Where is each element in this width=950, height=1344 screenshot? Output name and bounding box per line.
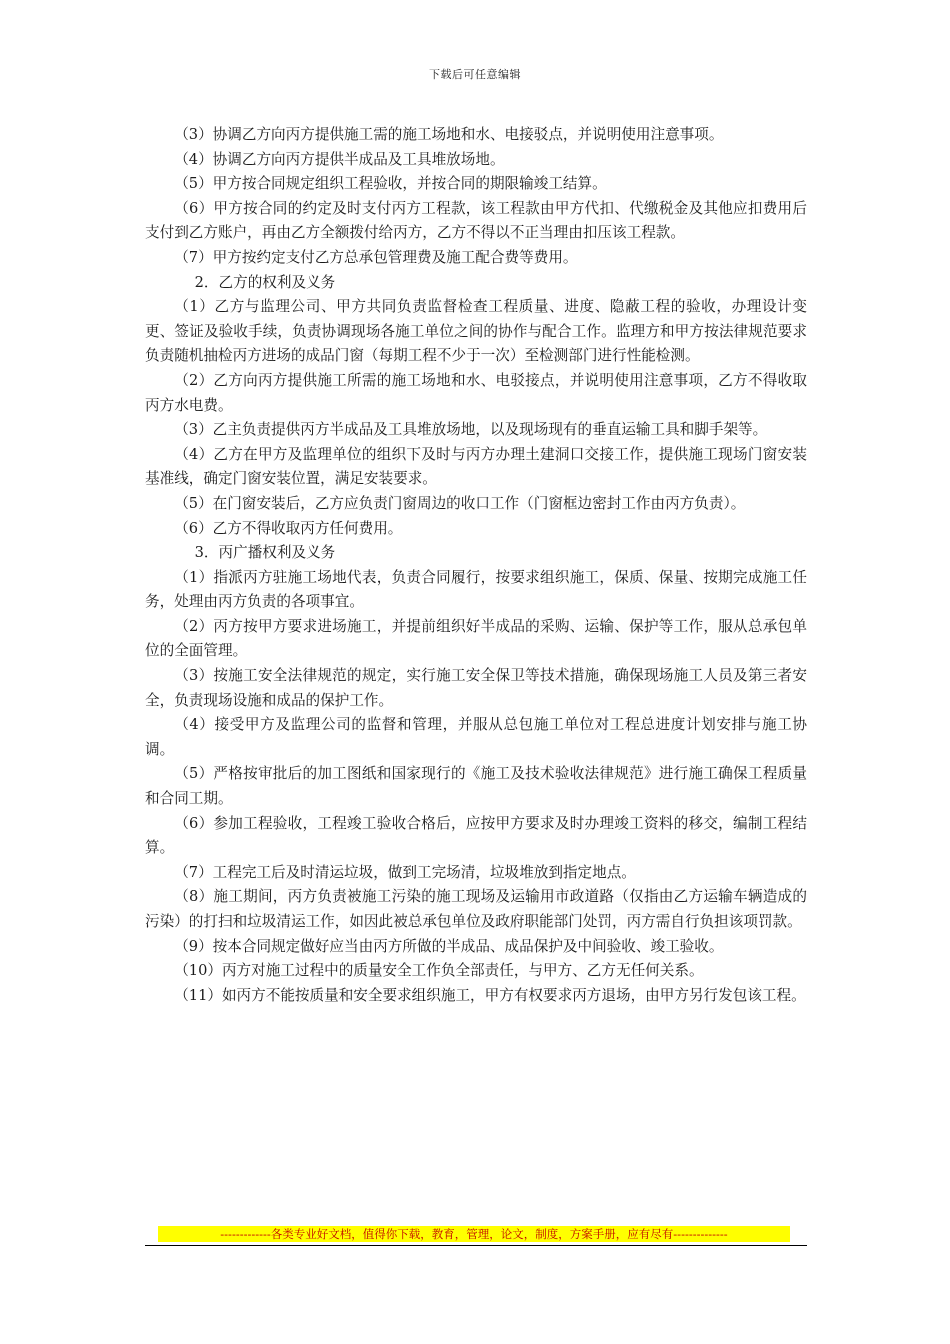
page-header: 下载后可任意编辑 xyxy=(429,68,521,81)
paragraph-jia-6: （6）甲方按合同的约定及时支付丙方工程款，该工程款由甲方代扣、代缴税金及其他应扣费用后支付到乙方账户，再由乙方全额拨付给丙方，乙方不得以不正当理由扣压该工程款。 xyxy=(145,199,807,242)
paragraph-bing-3: （3）按施工安全法律规范的规定，实行施工安全保卫等技术措施，确保现场施工人员及第三者安全，负责现场设施和成品的保护工作。 xyxy=(145,667,807,709)
footer-divider xyxy=(145,1245,807,1246)
paragraph-yi-3: （3）乙主负责提供丙方半成品及工具堆放场地，以及现场现有的垂直运输工具和脚手架等。 xyxy=(174,421,768,439)
paragraph-bing-11: （11）如丙方不能按质量和安全要求组织施工，甲方有权要求丙方退场，由甲方另行发包该工程。 xyxy=(174,986,806,1004)
section-heading-yi: 2．乙方的权利及义务 xyxy=(194,273,336,291)
paragraph-bing-9: （9）按本合同规定做好应当由丙方所做的半成品、成品保护及中间验收、竣工验收。 xyxy=(174,937,724,955)
paragraph-bing-1: （1）指派丙方驻施工场地代表，负责合同履行，按要求组织施工，保质、保量、按期完成施工任务，处理由丙方负责的各项事宜。 xyxy=(145,568,807,611)
paragraph-jia-3: （3）协调乙方向丙方提供施工需的施工场地和水、电接驳点，并说明使用注意事项。 xyxy=(174,126,724,143)
paragraph-jia-4: （4）协调乙方向丙方提供半成品及工具堆放场地。 xyxy=(174,150,505,168)
paragraph-yi-1: （1）乙方与监理公司、甲方共同负责监督检查工程质量、进度、隐蔽工程的验收，办理设计变更、签证及验收手续，负责协调现场各施工单位之间的协作与配合工作。监理方和甲方按法律规范要求负责随机抽检丙方进场的成品门窗（每期工程不少于一次）至检测部门进行性能检测。 xyxy=(145,298,807,365)
paragraph-bing-2: （2）丙方按甲方要求进场施工，并提前组织好半成品的采购、运输、保护等工作，服从总承包单位的全面管理。 xyxy=(145,617,807,660)
section-heading-bing: 3．丙广播权利及义务 xyxy=(194,544,336,562)
footer-banner: -------------各类专业好文档，值得你下载，教育，管理，论文，制度，方案手册，应有尽有-------------- xyxy=(158,1226,790,1242)
paragraph-yi-2: （2）乙方向丙方提供施工所需的施工场地和水、电驳接点，并说明使用注意事项，乙方不得收取丙方水电费。 xyxy=(145,371,807,414)
paragraph-bing-8: （8）施工期间，丙方负责被施工污染的施工现场及运输用市政道路（仅指由乙方运输车辆造成的污染）的打扫和垃圾清运工作，如因此被总承包单位及政府职能部门处罚，丙方需自行负担该项罚款。 xyxy=(145,888,807,930)
paragraph-bing-6: （6）参加工程验收，工程竣工验收合格后，应按甲方要求及时办理竣工资料的移交，编制工程结算。 xyxy=(145,814,807,857)
paragraph-jia-7: （7）甲方按约定支付乙方总承包管理费及施工配合费等费用。 xyxy=(174,248,578,266)
paragraph-bing-10: （10）丙方对施工过程中的质量安全工作负全部责任，与甲方、乙方无任何关系。 xyxy=(174,962,704,980)
paragraph-bing-5: （5）严格按审批后的加工图纸和国家现行的《施工及技术验收法律规范》进行施工确保工程质量和合同工期。 xyxy=(145,765,807,808)
paragraph-yi-5: （5）在门窗安装后，乙方应负责门窗周边的收口工作（门窗框边密封工作由丙方负责）。 xyxy=(174,494,746,512)
paragraph-yi-4: （4）乙方在甲方及监理单位的组织下及时与丙方办理土建洞口交接工作，提供施工现场门窗安装基准线，确定门窗安装位置，满足安装要求。 xyxy=(145,445,807,488)
paragraph-bing-7: （7）工程完工后及时清运垃圾，做到工完场清，垃圾堆放到指定地点。 xyxy=(174,863,636,881)
document-body xyxy=(145,123,807,1008)
paragraph-bing-4: （4）接受甲方及监理公司的监督和管理，并服从总包施工单位对工程总进度计划安排与施工协调。 xyxy=(145,716,807,758)
paragraph-yi-6: （6）乙方不得收取丙方任何费用。 xyxy=(174,519,403,537)
paragraph-jia-5: （5）甲方按合同规定组织工程验收，并按合同的期限输竣工结算。 xyxy=(174,175,607,193)
